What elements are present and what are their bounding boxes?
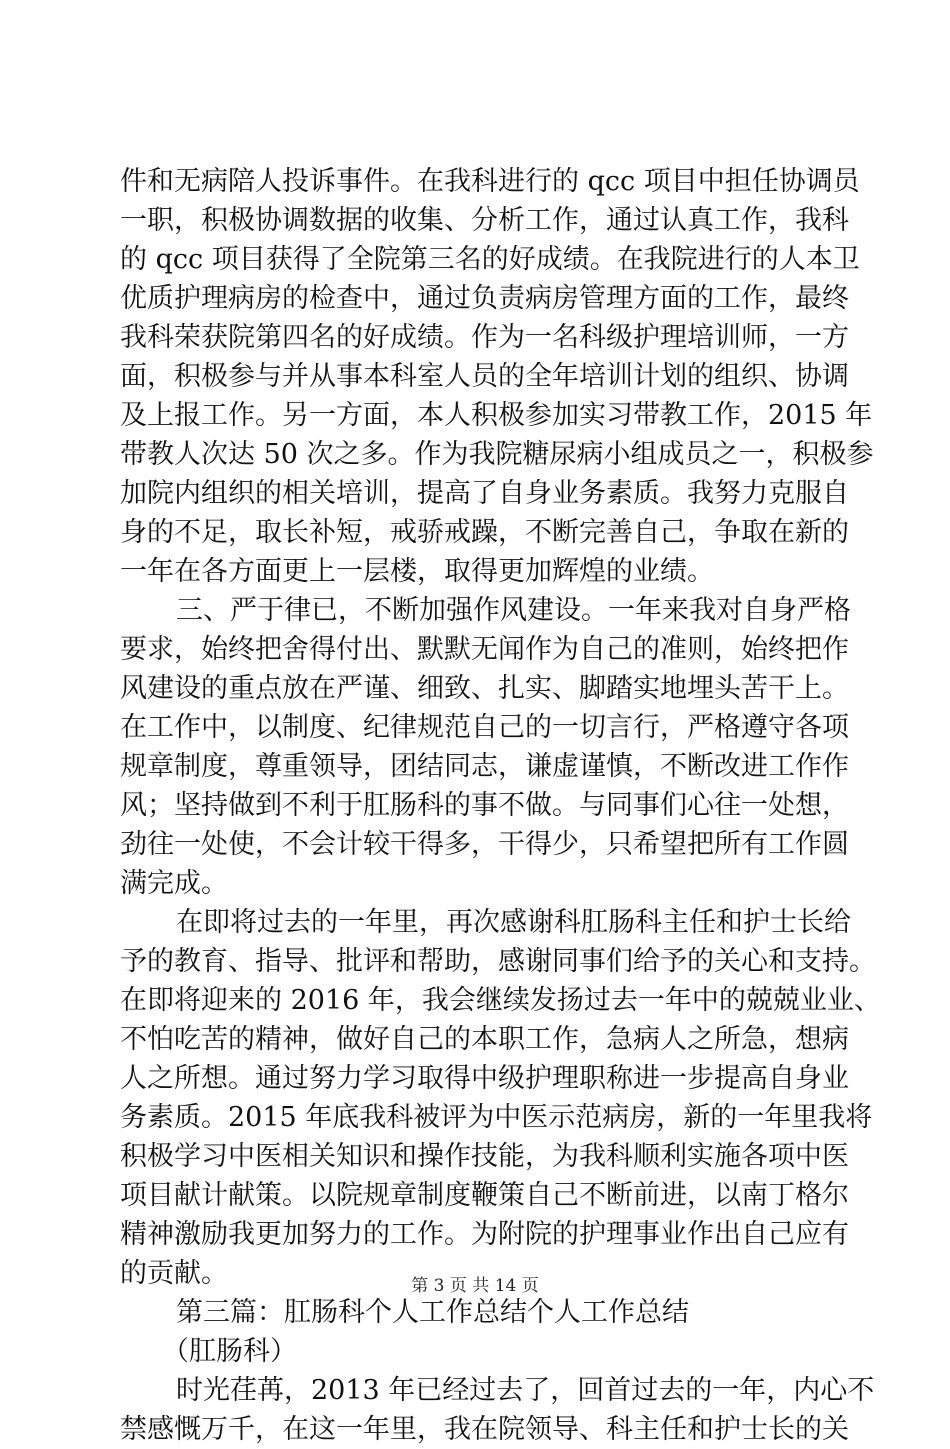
text-line: 第三篇：肛肠科个人工作总结个人工作总结: [176, 1297, 689, 1328]
text-line: 精神激励我更加努力的工作。为附院的护理事业作出自己应有: [120, 1219, 849, 1250]
text-line: 予的教育、指导、批评和帮助，感谢同事们给予的关心和支持。: [120, 946, 876, 977]
text-line: 规章制度，尊重领导，团结同志，谦虚谨慎，不断改进工作作: [120, 751, 849, 782]
text-line: 一职，积极协调数据的收集、分析工作，通过认真工作，我科: [120, 205, 849, 236]
text-line: 件和无病陪人投诉事件。在我科进行的 qcc 项目中担任协调员: [120, 166, 860, 197]
text-line: 要求，始终把舍得付出、默默无闻作为自己的准则，始终把作: [120, 634, 849, 665]
text-line: 的贡献。: [120, 1258, 228, 1289]
text-line: 务素质。2015 年底我科被评为中医示范病房，新的一年里我将: [120, 1102, 873, 1133]
text-line: 加院内组织的相关培训，提高了自身业务素质。我努力克服自: [120, 478, 849, 509]
text-line: 在即将过去的一年里，再次感谢科肛肠科主任和护士长给: [176, 907, 851, 938]
text-line: 带教人次达 50 次之多。作为我院糖尿病小组成员之一，积极参: [120, 439, 874, 470]
text-line: 在即将迎来的 2016 年，我会继续发扬过去一年中的兢兢业业、: [120, 985, 881, 1016]
text-line: 禁感慨万千，在这一年里，我在院领导、科主任和护士长的关: [120, 1414, 849, 1445]
text-line: 三、严于律已，不断加强作风建设。一年来我对自身严格: [176, 595, 851, 626]
text-line: 项目献计献策。以院规章制度鞭策自己不断前进，以南丁格尔: [120, 1180, 849, 1211]
text-line: 在工作中，以制度、纪律规范自己的一切言行，严格遵守各项: [120, 712, 849, 743]
text-line: 我科荣获院第四名的好成绩。作为一名科级护理培训师，一方: [120, 322, 849, 353]
text-line: （肛肠科）: [162, 1336, 297, 1367]
text-line: 不怕吃苦的精神，做好自己的本职工作，急病人之所急，想病: [120, 1024, 849, 1055]
text-line: 及上报工作。另一方面，本人积极参加实习带教工作，2015 年: [120, 400, 873, 431]
text-line: 满完成。: [120, 868, 228, 899]
text-line: 一年在各方面更上一层楼，取得更加辉煌的业绩。: [120, 556, 714, 587]
page-footer: 第 3 页 共 14 页: [411, 1276, 539, 1296]
text-line: 人之所想。通过努力学习取得中级护理职称进一步提高自身业: [120, 1063, 849, 1094]
text-line: 优质护理病房的检查中，通过负责病房管理方面的工作，最终: [120, 283, 849, 314]
text-line: 积极学习中医相关知识和操作技能，为我科顺利实施各项中医: [120, 1141, 849, 1172]
text-line: 面，积极参与并从事本科室人员的全年培训计划的组织、协调: [120, 361, 849, 392]
text-line: 风；坚持做到不利于肛肠科的事不做。与同事们心往一处想，: [120, 790, 849, 821]
text-line: 身的不足，取长补短，戒骄戒躁，不断完善自己，争取在新的: [120, 517, 849, 548]
body-text: [120, 162, 881, 1449]
text-line: 时光荏苒，2013 年已经过去了，回首过去的一年，内心不: [176, 1375, 875, 1406]
text-line: 的 qcc 项目获得了全院第三名的好成绩。在我院进行的人本卫: [120, 244, 860, 275]
text-line: 劲往一处使，不会计较干得多，干得少，只希望把所有工作圆: [120, 829, 849, 860]
text-line: 风建设的重点放在严谨、细致、扎实、脚踏实地埋头苦干上。: [120, 673, 849, 704]
